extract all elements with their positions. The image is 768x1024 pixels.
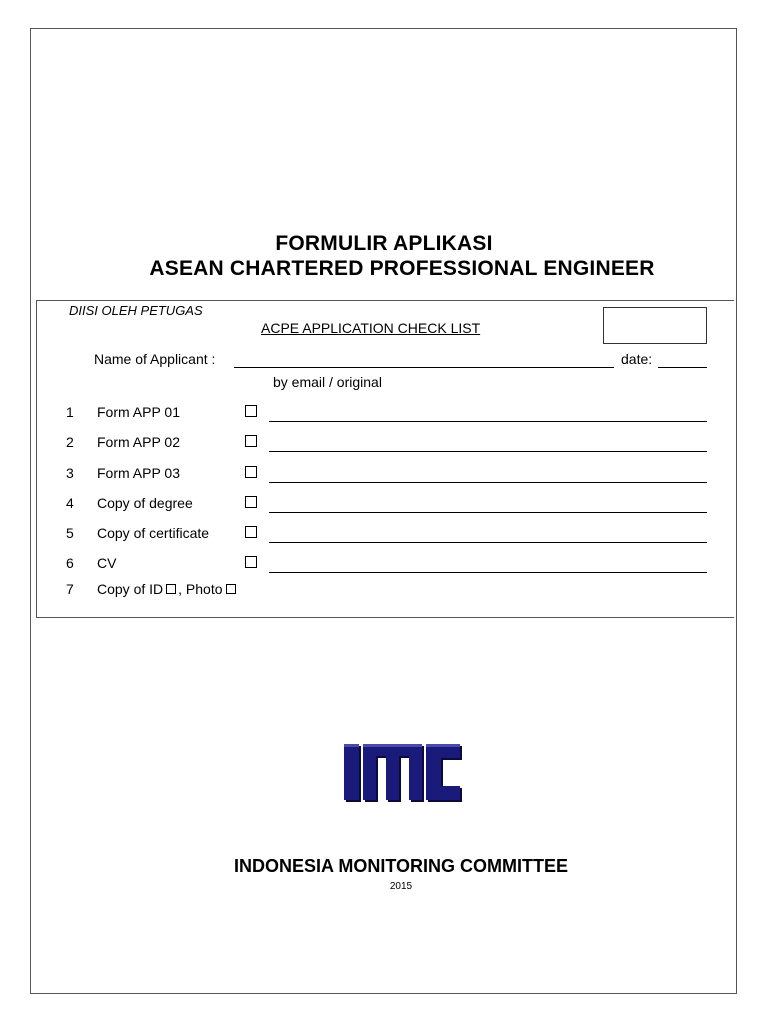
checklist-title: ACPE APPLICATION CHECK LIST xyxy=(261,320,481,336)
item-remark-line[interactable] xyxy=(269,542,707,543)
date-field[interactable] xyxy=(658,367,707,368)
officer-note: DIISI OLEH PETUGAS xyxy=(69,303,203,318)
applicant-name-field[interactable] xyxy=(234,367,614,368)
year: 2015 xyxy=(389,881,413,892)
item-label: Form APP 03 xyxy=(97,465,181,481)
item-number: 4 xyxy=(66,495,74,511)
item-remark-line[interactable] xyxy=(269,512,707,513)
item-number: 3 xyxy=(66,465,74,481)
copy-of-id-checkbox[interactable] xyxy=(166,584,176,594)
item-number: 6 xyxy=(66,555,74,571)
form-subtitle: ASEAN CHARTERED PROFESSIONAL ENGINEER xyxy=(149,257,655,280)
item-number: 2 xyxy=(66,434,74,450)
item-remark-line[interactable] xyxy=(269,482,707,483)
item-number: 1 xyxy=(66,404,74,420)
item-checkbox[interactable] xyxy=(245,556,257,568)
item-label: Copy of certificate xyxy=(97,525,210,541)
photo-checkbox[interactable] xyxy=(226,584,236,594)
officer-stamp-box[interactable] xyxy=(603,307,707,344)
item-label: CV xyxy=(97,555,117,571)
imc-logo xyxy=(344,742,462,802)
copy-of-id-label: Copy of ID xyxy=(97,581,164,597)
committee-name: INDONESIA MONITORING COMMITTEE xyxy=(233,856,568,876)
item-label: Form APP 02 xyxy=(97,434,181,450)
item-checkbox[interactable] xyxy=(245,405,257,417)
item-label: Copy of degree xyxy=(97,495,193,511)
photo-label: , Photo xyxy=(178,581,223,597)
item-checkbox[interactable] xyxy=(245,466,257,478)
checklist-section xyxy=(36,300,734,618)
item-remark-line[interactable] xyxy=(269,572,707,573)
id-photo-item xyxy=(97,581,238,597)
applicant-name-label: Name of Applicant : xyxy=(94,351,216,367)
item-checkbox[interactable] xyxy=(245,496,257,508)
item-checkbox[interactable] xyxy=(245,526,257,538)
submission-note: by email / original xyxy=(273,374,382,390)
item-remark-line[interactable] xyxy=(269,421,707,422)
item-number: 7 xyxy=(66,581,74,597)
item-checkbox[interactable] xyxy=(245,435,257,447)
date-label: date: xyxy=(621,351,653,367)
item-number: 5 xyxy=(66,525,74,541)
item-remark-line[interactable] xyxy=(269,451,707,452)
form-title: FORMULIR APLIKASI xyxy=(275,232,493,255)
item-label: Form APP 01 xyxy=(97,404,181,420)
